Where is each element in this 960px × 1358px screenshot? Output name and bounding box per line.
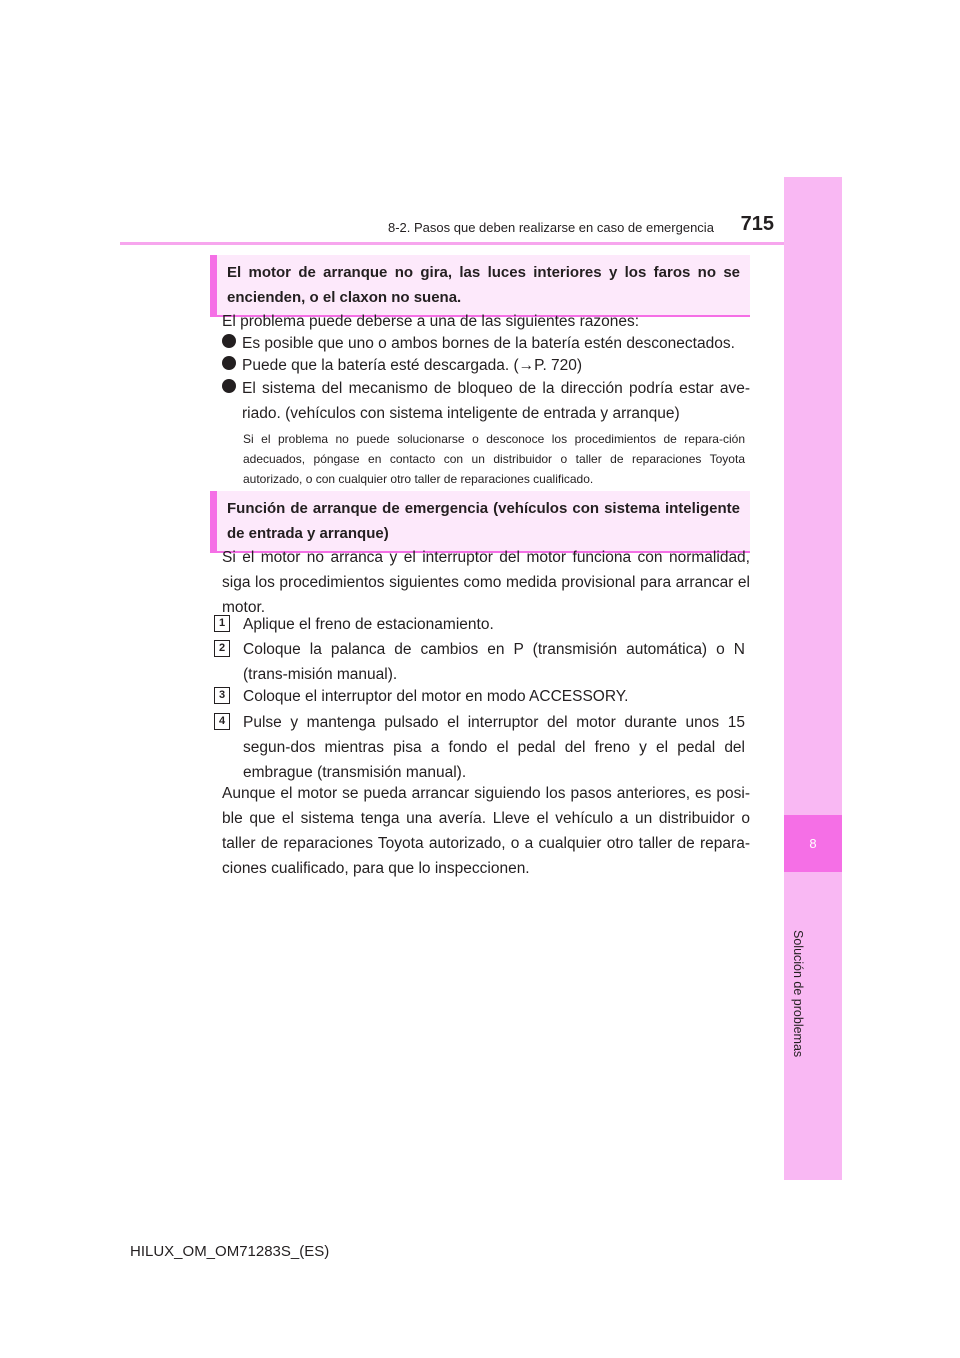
chapter-label-text: Solución de problemas bbox=[791, 930, 805, 1058]
header-divider bbox=[120, 242, 784, 245]
chapter-number-tab: 8 bbox=[784, 815, 842, 872]
section1-heading: El motor de arranque no gira, las luces interiores y los faros no se encienden, o el claxon no suena. bbox=[210, 255, 750, 317]
step-number-badge: 4 bbox=[214, 713, 230, 730]
step-text: Pulse y mantenga pulsado el interruptor del motor durante unos 15 segun-dos mientras pisa a fondo el pedal del freno y el pedal del embrague (transmisión manual). bbox=[243, 714, 745, 781]
step-text: Coloque la palanca de cambios en P (transmisión automática) o N (trans-misión manual). bbox=[243, 641, 745, 683]
bullet-text: Puede que la batería esté descargada. (→P. 720) bbox=[242, 357, 583, 374]
document-code: HILUX_OM_OM71283S_(ES) bbox=[130, 1243, 330, 1260]
section-header-title: 8-2. Pasos que deben realizarse en caso de emergencia bbox=[388, 220, 714, 235]
section2-closing: Aunque el motor se pueda arrancar siguiendo los pasos anteriores, es posi-ble que el sistema tenga una avería. Lleve el vehículo a un distribuidor o taller de reparaciones Toyota autorizado, o a cualquier otro taller de repara-ciones cualificado, para que lo inspeccionen. bbox=[222, 785, 750, 877]
bullet-icon bbox=[222, 334, 236, 348]
bullet-text: El sistema del mecanismo de bloqueo de la dirección podría estar ave-riado. (vehículos con sistema inteligente de entrada y arranque) bbox=[242, 380, 750, 422]
bullet-icon bbox=[222, 379, 236, 393]
step-number-badge: 2 bbox=[214, 640, 230, 657]
page-number: 715 bbox=[740, 213, 774, 235]
step-number-badge: 1 bbox=[214, 615, 230, 632]
section2-heading: Función de arranque de emergencia (vehículos con sistema inteligente de entrada y arranque) bbox=[210, 491, 750, 553]
section1-intro: El problema puede deberse a una de las siguientes razones: bbox=[222, 313, 640, 330]
step-text: Coloque el interruptor del motor en modo ACCESSORY. bbox=[243, 688, 629, 705]
step-text: Aplique el freno de estacionamiento. bbox=[243, 616, 494, 633]
bullet-text: Es posible que uno o ambos bornes de la batería estén desconectados. bbox=[242, 335, 735, 352]
section2-intro: Si el motor no arranca y el interruptor del motor funciona con normalidad, siga los procedimientos siguientes como medida provisional para arrancar el motor. bbox=[222, 549, 750, 616]
bullet-icon bbox=[222, 356, 236, 370]
step-number-badge: 3 bbox=[214, 687, 230, 704]
section1-note: Si el problema no puede solucionarse o desconoce los procedimientos de repara-ción adecuados, póngase en contacto con un distribuidor o taller de reparaciones Toyota autorizado, o con cualquier otro taller de reparaciones cualificado. bbox=[243, 432, 745, 486]
